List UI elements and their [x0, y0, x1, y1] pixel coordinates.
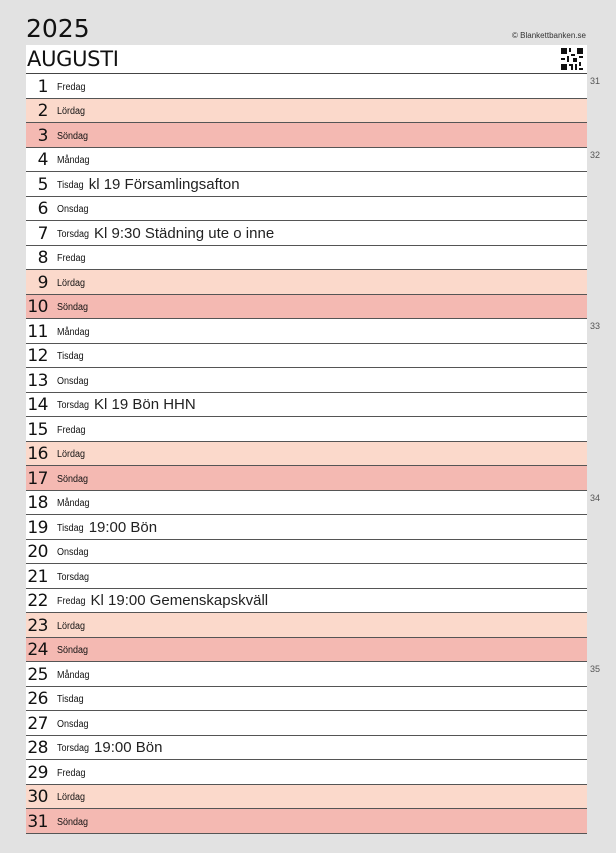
day-name: Onsdag — [57, 204, 89, 215]
day-name: Lördag — [57, 449, 86, 460]
day-name: Måndag — [57, 669, 90, 681]
day-row[interactable] — [26, 809, 587, 834]
day-number: 5 — [37, 174, 48, 195]
day-name: Fredag — [57, 81, 86, 93]
day-number: 20 — [27, 542, 48, 562]
day-row[interactable] — [26, 344, 587, 369]
year-heading: 2025 — [26, 14, 90, 43]
day-row[interactable] — [26, 148, 587, 173]
day-row[interactable] — [26, 295, 587, 320]
day-name: Måndag — [57, 498, 90, 509]
day-row[interactable] — [26, 466, 587, 491]
day-number: 4 — [37, 150, 48, 170]
day-row[interactable] — [26, 589, 587, 614]
day-row[interactable] — [26, 393, 587, 418]
day-number: 16 — [27, 444, 48, 464]
day-name: Söndag — [57, 816, 89, 828]
day-number: 1 — [37, 76, 48, 97]
day-name: Måndag — [57, 155, 90, 166]
day-row[interactable] — [26, 613, 587, 638]
day-number: 29 — [27, 762, 48, 783]
day-name: Fredag — [57, 596, 86, 607]
week-number: 34 — [590, 492, 601, 503]
day-name: Tisdag — [57, 351, 84, 362]
day-name: Tisdag — [57, 179, 84, 191]
day-row[interactable] — [26, 638, 587, 663]
day-name: Torsdag — [57, 743, 90, 754]
day-number: 12 — [27, 346, 48, 366]
day-number: 14 — [27, 395, 48, 415]
day-row[interactable] — [26, 736, 587, 761]
day-row[interactable] — [26, 221, 587, 246]
day-row[interactable] — [26, 564, 587, 589]
day-row[interactable] — [26, 540, 587, 565]
day-row[interactable] — [26, 172, 587, 197]
day-row[interactable] — [26, 515, 587, 540]
day-name: Söndag — [57, 473, 89, 485]
day-name: Söndag — [57, 645, 89, 656]
month-header — [26, 45, 587, 74]
day-number: 28 — [27, 738, 48, 758]
week-number: 32 — [590, 149, 601, 160]
day-number: 27 — [27, 713, 48, 734]
day-row[interactable] — [26, 246, 587, 271]
day-number: 26 — [27, 689, 48, 709]
day-row[interactable] — [26, 368, 587, 393]
day-name: Lördag — [57, 277, 86, 289]
qr-code-icon — [561, 48, 583, 70]
day-row[interactable] — [26, 99, 587, 124]
day-note: kl 19 Församlingsafton — [88, 175, 240, 193]
day-note: Kl 9:30 Städning ute o inne — [94, 224, 275, 242]
day-number: 19 — [27, 517, 48, 538]
day-number: 21 — [27, 566, 48, 587]
week-number: 33 — [590, 321, 601, 331]
day-number: 15 — [27, 419, 48, 440]
day-name: Lördag — [57, 792, 86, 803]
day-name: Söndag — [57, 130, 89, 142]
day-note: Kl 19 Bön HHN — [94, 396, 196, 413]
day-row[interactable] — [26, 197, 587, 222]
week-number: 35 — [590, 664, 601, 674]
day-list — [26, 74, 587, 834]
day-number: 8 — [37, 248, 48, 268]
day-number: 18 — [27, 493, 48, 513]
day-number: 23 — [27, 615, 48, 636]
day-name: Lördag — [57, 106, 86, 117]
day-row[interactable] — [26, 270, 587, 295]
day-row[interactable] — [26, 442, 587, 467]
day-name: Fredag — [57, 424, 86, 436]
day-number: 6 — [37, 199, 48, 219]
day-number: 17 — [27, 468, 48, 489]
day-number: 2 — [37, 101, 48, 121]
day-name: Tisdag — [57, 694, 84, 705]
day-number: 30 — [27, 787, 48, 807]
day-name: Söndag — [57, 302, 89, 313]
day-row[interactable] — [26, 123, 587, 148]
day-note: Kl 19:00 Gemenskapskväll — [90, 592, 269, 609]
day-row[interactable] — [26, 662, 587, 687]
day-number: 10 — [27, 297, 48, 317]
day-note: 19:00 Bön — [88, 518, 158, 536]
day-name: Fredag — [57, 253, 86, 264]
day-number: 9 — [37, 272, 48, 293]
day-number: 25 — [27, 664, 48, 685]
day-name: Torsdag — [57, 400, 90, 411]
day-row[interactable] — [26, 491, 587, 516]
month-title: AUGUSTI — [27, 47, 119, 71]
day-number: 3 — [37, 125, 48, 146]
day-name: Onsdag — [57, 375, 89, 387]
day-name: Onsdag — [57, 718, 89, 730]
day-number: 22 — [27, 591, 48, 611]
day-row[interactable] — [26, 74, 587, 99]
day-row[interactable] — [26, 760, 587, 785]
day-number: 7 — [37, 223, 48, 244]
day-row[interactable] — [26, 319, 587, 344]
day-name: Torsdag — [57, 228, 90, 240]
week-number: 31 — [590, 76, 601, 86]
day-row[interactable] — [26, 785, 587, 810]
day-name: Onsdag — [57, 547, 89, 558]
day-row[interactable] — [26, 711, 587, 736]
day-name: Lördag — [57, 620, 86, 632]
day-note: 19:00 Bön — [94, 739, 163, 756]
day-name: Tisdag — [57, 522, 84, 534]
day-row[interactable] — [26, 687, 587, 712]
day-number: 31 — [27, 811, 48, 832]
calendar-sheet — [26, 45, 587, 834]
day-number: 24 — [27, 640, 48, 660]
day-name: Torsdag — [57, 571, 90, 583]
day-name: Måndag — [57, 326, 90, 338]
copyright-text: © Blankettbanken.se — [512, 31, 586, 40]
day-number: 11 — [27, 321, 48, 342]
day-row[interactable] — [26, 417, 587, 442]
day-name: Fredag — [57, 767, 86, 779]
day-number: 13 — [27, 370, 48, 391]
